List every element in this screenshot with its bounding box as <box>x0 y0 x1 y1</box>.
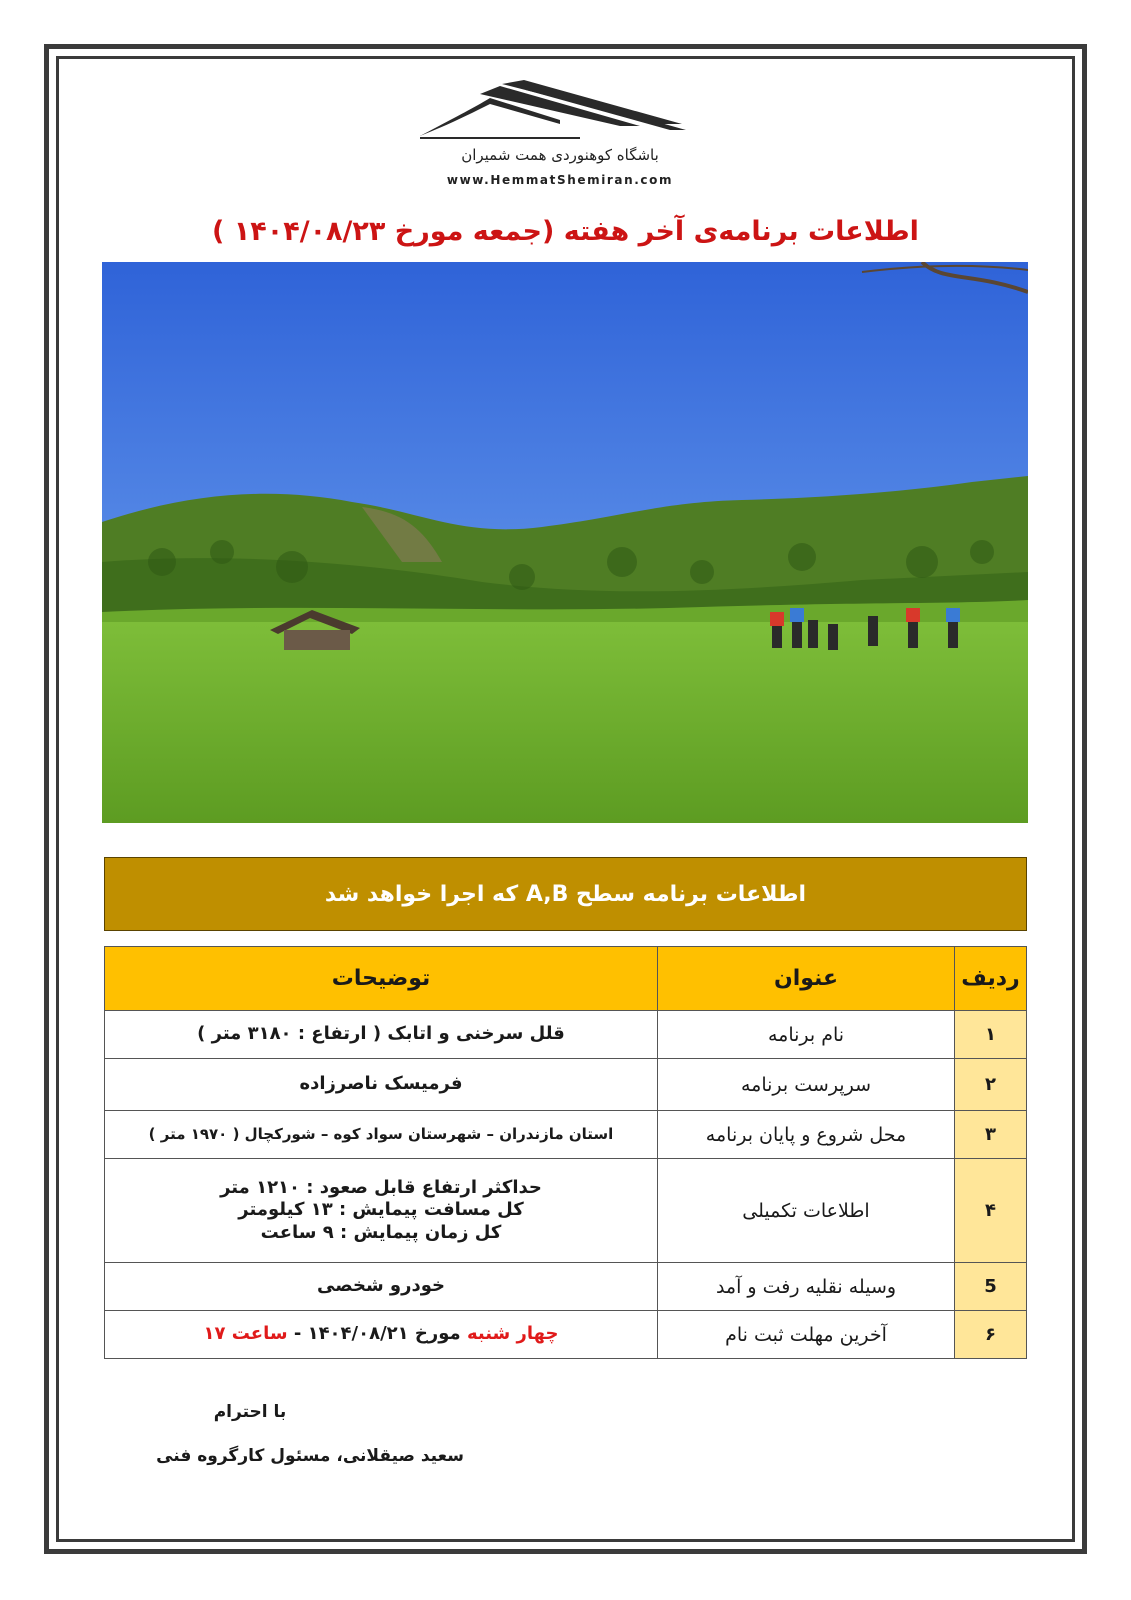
deadline-time: ساعت ۱۷ <box>203 1323 288 1345</box>
row-number: ۲ <box>955 1059 1027 1111</box>
club-website: www.HemmatShemiran.com <box>446 173 674 187</box>
row-title: آخرین مهلت ثبت نام <box>658 1311 955 1359</box>
row-description: خودرو شخصی <box>105 1263 658 1311</box>
row-title: اطلاعات تکمیلی <box>658 1159 955 1263</box>
total-time-line: کل زمان پیمایش : ۹ ساعت <box>260 1221 502 1243</box>
row-description: قلل سرخنی و اتابک ( ارتفاع : ۳۱۸۰ متر ) <box>105 1011 658 1059</box>
table-row <box>105 1011 1027 1059</box>
table-header-row <box>105 947 1027 1011</box>
row-description <box>105 1159 658 1263</box>
row-title: محل شروع و پایان برنامه <box>658 1111 955 1159</box>
table-row <box>105 1311 1027 1359</box>
row-title: وسیله نقلیه رفت و آمد <box>658 1263 955 1311</box>
program-info-table <box>104 946 1027 1359</box>
header-description: توضیحات <box>105 947 658 1011</box>
signature: سعید صیقلانی، مسئول کارگروه فنی <box>156 1446 464 1466</box>
row-title: سرپرست برنامه <box>658 1059 955 1111</box>
deadline-date: مورخ ۱۴۰۴/۰۸/۲۱ - <box>287 1323 467 1345</box>
club-logo <box>420 80 700 190</box>
table-row <box>105 1111 1027 1159</box>
header-row-number: ردیف <box>955 947 1027 1011</box>
landscape-photo <box>102 262 1028 823</box>
program-level-banner: اطلاعات برنامه سطح A,B که اجرا خواهد شد <box>104 857 1027 931</box>
table-row <box>105 1263 1027 1311</box>
row-description: فرمیسک ناصرزاده <box>105 1059 658 1111</box>
row-number: ۳ <box>955 1111 1027 1159</box>
row-description: استان مازندران – شهرستان سواد کوه – شورکچال ( ۱۹۷۰ متر ) <box>105 1111 658 1159</box>
table-row <box>105 1059 1027 1111</box>
row-description <box>105 1311 658 1359</box>
club-name: باشگاه کوهنوردی همت شمیران <box>461 146 659 164</box>
header-title: عنوان <box>658 947 955 1011</box>
table-row <box>105 1159 1027 1263</box>
deadline-day: چهار شنبه <box>466 1323 559 1345</box>
row-number: ۶ <box>955 1311 1027 1359</box>
row-title: نام برنامه <box>658 1011 955 1059</box>
total-distance-line: کل مسافت پیمایش : ۱۳ کیلومتر <box>238 1199 524 1221</box>
row-number: ۱ <box>955 1011 1027 1059</box>
mountain-logo-icon <box>420 80 700 146</box>
row-number: ۴ <box>955 1159 1027 1263</box>
closing-text: با احترام <box>213 1402 287 1422</box>
row-number: 5 <box>955 1263 1027 1311</box>
page-title: اطلاعات برنامه‌ی آخر هفته (جمعه مورخ ۱۴۰۴/۰۸/۲۳ ) <box>212 216 919 247</box>
max-elevation-line: حداکثر ارتفاع قابل صعود : ۱۲۱۰ متر <box>220 1176 542 1198</box>
